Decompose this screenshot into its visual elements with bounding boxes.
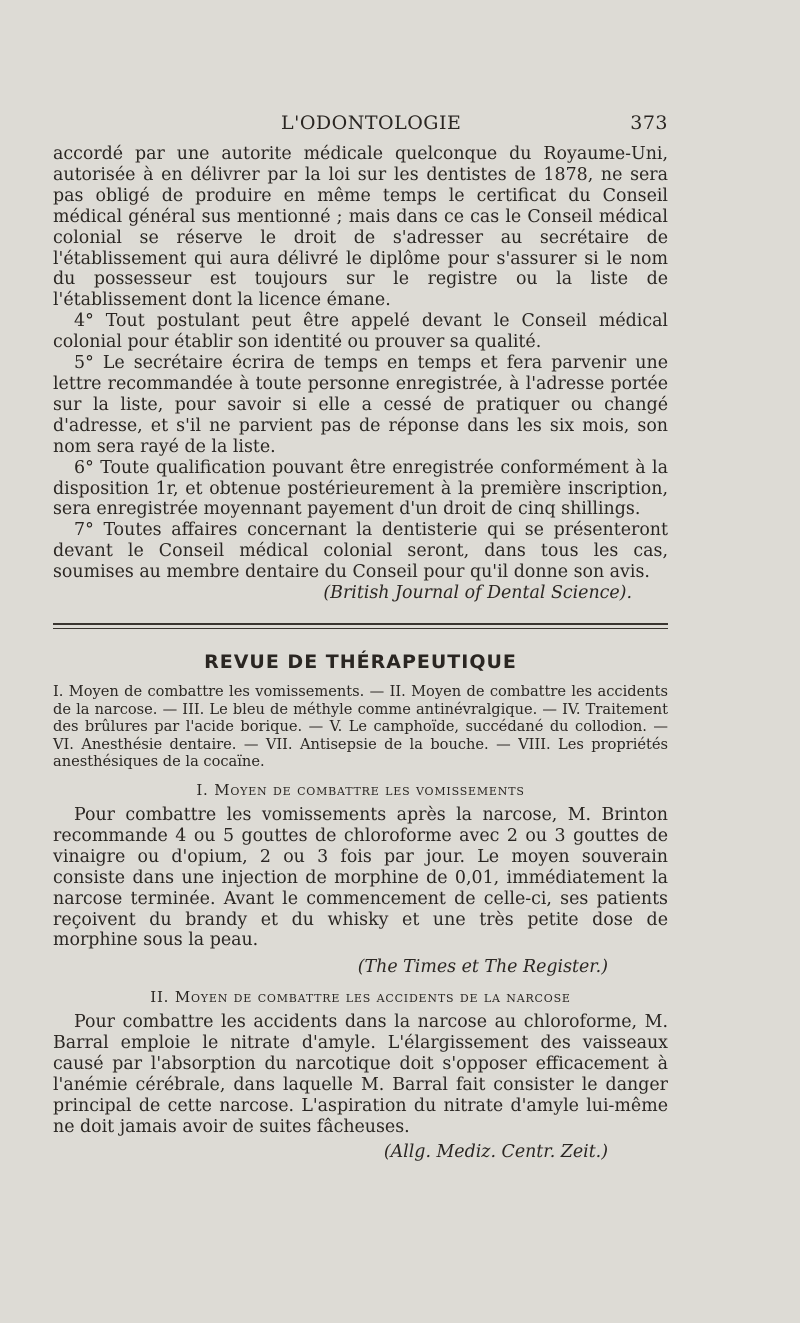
- subsection-heading-2: II. Moyen de combattre les accidents de la narcose: [150, 988, 571, 1007]
- subsection-body-2: [53, 1012, 668, 1137]
- continued-article: [53, 144, 668, 583]
- paragraph-item-6: 6° Toute qualification pouvant être enregistrée conformément à la disposition 1r, et obtenue postérieurement à la première inscription, sera enregistrée moyennant payement d'un droit de cinq shillings.: [53, 457, 668, 520]
- paragraph-continued: accordé par une autorite médicale quelconque du Royaume-Uni, autorisée à en délivrer par la loi sur les dentistes de 1878, ne sera pas obligé de produire en même temps le certificat du Conseil médical général sus mentionné ; mais dans ce cas le Conseil médical colonial se réserve le droit de s'adresser au secrétaire de l'établissement qui aura délivré le diplôme pour s'assurer si le nom du possesseur est toujours sur le registre ou la liste de l'établissement dont la licence émane.: [53, 144, 668, 311]
- running-head: [53, 112, 668, 144]
- paragraph-item-5: 5° Le secrétaire écrira de temps en temps et fera parvenir une lettre recommandée à toute personne enregistrée, à l'adresse portée sur la liste, pour savoir si elle a cessé de pratiquer ou changé d'adresse, et s'il ne parvient pas de réponse dans les six mois, son nom sera rayé de la liste.: [53, 353, 668, 457]
- paragraph-item-7: 7° Toutes affaires concernant la dentisterie qui se présenteront devant le Conseil médical colonial seront, dans tous les cas, soumises au membre dentaire du Conseil pour qu'il donne son avis.: [53, 520, 668, 583]
- source-citation-2: (The Times et The Register.): [357, 957, 608, 978]
- source-citation-3: (Allg. Mediz. Centr. Zeit.): [383, 1141, 608, 1162]
- subsection-paragraph-1: Pour combattre les vomissements après la narcose, M. Brinton recommande 4 ou 5 gouttes de chloroforme avec 2 ou 3 gouttes de vinaigre ou d'opium, 2 ou 3 fois par jour. Le moyen souverain consiste dans une injection de morphine de 0,01, immédiatement la narcose terminée. Avant le commencement de celle-ci, ses patients reçoivent du brandy et du whisky et une très petite dose de morphine sous la peau.: [53, 805, 668, 951]
- section-divider: [53, 623, 668, 629]
- page-content: [53, 112, 668, 1163]
- journal-title: L'ODONTOLOGIE: [281, 112, 462, 134]
- subsection-body-1: [53, 805, 668, 951]
- subsection-heading-1: I. Moyen de combattre les vomissements: [196, 781, 525, 799]
- paragraph-item-4: 4° Tout postulant peut être appelé devant le Conseil médical colonial pour établir son identité ou prouver sa qualité.: [53, 311, 668, 353]
- source-citation-1: (British Journal of Dental Science).: [323, 583, 632, 604]
- section-contents: I. Moyen de combattre les vomissements. — II. Moyen de combattre les accidents de la narcose. — III. Le bleu de méthyle comme antinévralgique. — IV. Traitement des brûlures par l'acide borique. — V. Le camphoïde, succédané du collodion. — VI. Anesthésie dentaire. — VII. Antisepsie de la bouche. — VIII. Les propriétés anesthésiques de la cocaïne.: [53, 683, 668, 771]
- section-title: REVUE DE THÉRAPEUTIQUE: [204, 651, 517, 674]
- page-number: 373: [630, 112, 668, 134]
- subsection-paragraph-2: Pour combattre les accidents dans la narcose au chloroforme, M. Barral emploie le nitrate d'amyle. L'élargissement des vaisseaux causé par l'absorption du narcotique doit s'opposer efficacement à l'anémie cérébrale, dans laquelle M. Barral fait consister le danger principal de cette narcose. L'aspiration du nitrate d'amyle lui-même ne doit jamais avoir de suites fâcheuses.: [53, 1012, 668, 1137]
